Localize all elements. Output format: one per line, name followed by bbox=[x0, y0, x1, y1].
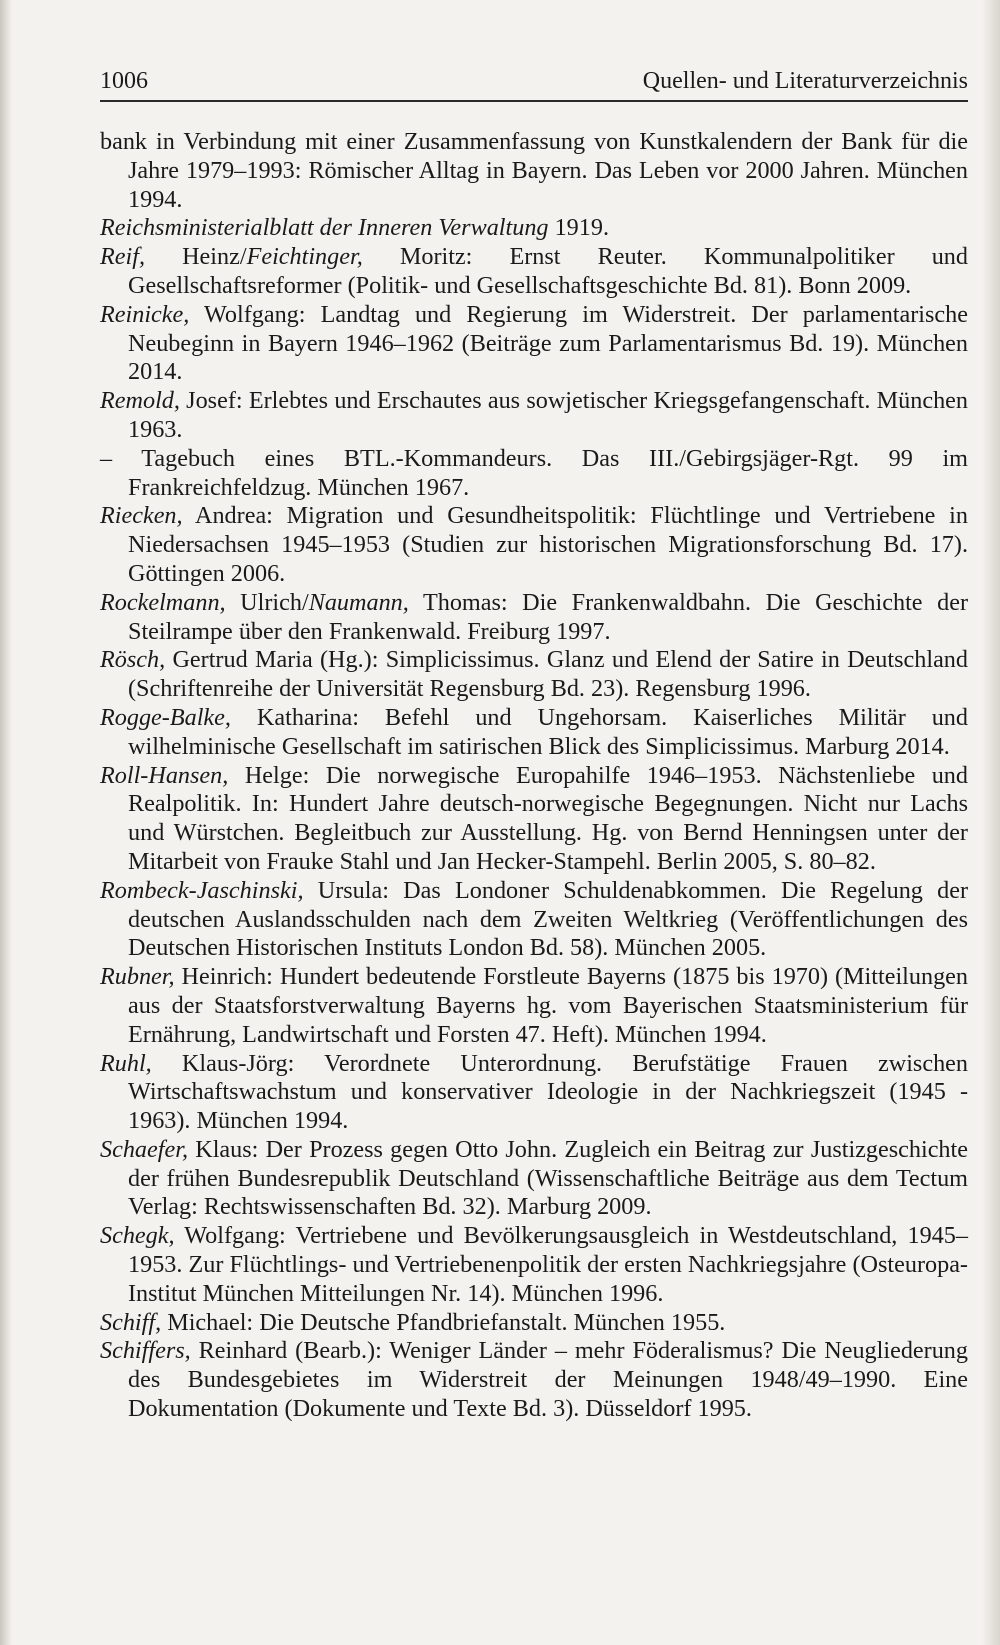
bibliography-entry bbox=[100, 1136, 968, 1222]
entry-text: Ursula: Das Londoner Schuldenabkommen. Die Regelung der deutschen Auslandsschulden nach dem Zweiten Weltkrieg (Veröffentlichungen des Deutschen Historischen Instituts London Bd. 58). München 2005. bbox=[128, 876, 968, 962]
entry-author: Rösch, bbox=[100, 646, 166, 674]
entry-author: Schiff, bbox=[100, 1308, 162, 1336]
entry-text: Moritz: Ernst Reuter. Kommunalpolitiker und Gesellschaftsreformer (Politik- und Gesellschaftsgeschichte Bd. 81). Bonn 2009. bbox=[128, 243, 968, 299]
entry-text: Ulrich/ bbox=[225, 588, 309, 616]
bibliography-list bbox=[100, 128, 968, 1424]
entry-text: Wolfgang: Landtag und Regierung im Widerstreit. Der parlamentarische Neubeginn in Bayern 1946–1962 (Beiträge zum Parlamentarismus Bd. 19). München 2014. bbox=[128, 300, 968, 386]
bibliography-entry bbox=[100, 445, 968, 503]
entry-coauthor: Naumann, bbox=[308, 588, 409, 616]
entry-text: Klaus: Der Prozess gegen Otto John. Zugleich ein Beitrag zur Justizgeschichte der frühen Bundesrepublik Deutschland (Wissenschaftliche Beiträge aus dem Tectum Verlag: Rechtswissenschaften Bd. 32). Marburg 2009. bbox=[128, 1135, 968, 1221]
entry-author: Rockelmann, bbox=[100, 588, 226, 616]
entry-author: Schaefer, bbox=[100, 1135, 188, 1163]
bibliography-entry bbox=[100, 243, 968, 301]
page-number: 1006 bbox=[100, 68, 148, 94]
entry-text: Michael: Die Deutsche Pfandbriefanstalt. München 1955. bbox=[161, 1308, 726, 1336]
bibliography-entry bbox=[100, 646, 968, 704]
entry-text: Andrea: Migration und Gesundheitspolitik: Flüchtlinge und Vertriebene in Niedersachsen 1945–1953 (Studien zur historischen Migrationsforschung Bd. 17). Göttingen 2006. bbox=[128, 502, 968, 587]
bibliography-entry bbox=[100, 1337, 968, 1423]
bibliography-entry bbox=[100, 1309, 968, 1338]
entry-author: Rubner, bbox=[100, 963, 175, 991]
entry-text: Heinrich: Hundert bedeutende Forstleute Bayerns (1875 bis 1970) (Mitteilungen aus der Staatsforstverwaltung Bayerns hg. vom Bayerischen Staatsministerium für Ernährung, Landwirtschaft und Forsten 47. Heft). München 1994. bbox=[128, 963, 968, 1048]
bibliography-entry bbox=[100, 762, 968, 877]
entry-dash: – bbox=[100, 444, 113, 472]
bibliography-entry bbox=[100, 387, 968, 445]
bibliography-entry bbox=[100, 214, 968, 243]
entry-author: Reinicke, bbox=[100, 300, 190, 328]
entry-text: Gertrud Maria (Hg.): Simplicissimus. Glanz und Elend der Satire in Deutschland (Schriftenreihe der Universität Regensburg Bd. 23). Regensburg 1996. bbox=[128, 646, 968, 703]
entry-text: Heinz/ bbox=[145, 243, 247, 271]
bibliography-entry bbox=[100, 1222, 968, 1308]
bibliography-entry bbox=[100, 704, 968, 762]
bibliography-entry bbox=[100, 877, 968, 963]
bibliography-entry bbox=[100, 963, 968, 1049]
page-edge-shadow bbox=[982, 0, 1000, 1645]
running-header bbox=[100, 62, 968, 102]
page-gutter-shadow bbox=[0, 0, 12, 1645]
bibliography-entry bbox=[100, 128, 968, 214]
entry-text: 1919. bbox=[548, 214, 609, 242]
entry-author: Remold, bbox=[100, 387, 180, 415]
entry-author: Schegk, bbox=[100, 1222, 175, 1250]
entry-text: Josef: Erlebtes und Erschautes aus sowjetischer Kriegsgefangenschaft. München 1963. bbox=[128, 387, 968, 443]
entry-text: Helge: Die norwegische Europahilfe 1946–1953. Nächstenliebe und Realpolitik. In: Hundert Jahre deutsch-norwegische Begegnungen. Nicht nur Lachs und Würstchen. Begleitbuch zur Ausstellung. Hg. von Bernd Henningsen unter der Mitarbeit von Frauke Stahl und Jan Hecker-Stampehl. Berlin 2005, S. 80–82. bbox=[128, 761, 968, 875]
entry-author: Reif, bbox=[100, 243, 145, 271]
entry-text: Thomas: Die Frankenwaldbahn. Die Geschichte der Steilrampe über den Frankenwald. Freiburg 1997. bbox=[128, 588, 968, 645]
entry-author: Roll-Hansen, bbox=[100, 761, 229, 789]
entry-author: Riecken, bbox=[100, 502, 183, 530]
entry-text: Tagebuch eines BTL.-Kommandeurs. Das III./Gebirgsjäger-Rgt. 99 im Frankreichfeldzug. München 1967. bbox=[112, 444, 968, 501]
entry-text: Klaus-Jörg: Verordnete Unterordnung. Berufstätige Frauen zwischen Wirtschaftswachstum und konservativer Ideologie in der Nachkriegszeit (1945 - 1963). München 1994. bbox=[128, 1049, 968, 1135]
bibliography-entry bbox=[100, 1050, 968, 1136]
entry-text: Wolfgang: Vertriebene und Bevölkerungsausgleich in Westdeutschland, 1945–1953. Zur Flüchtlings- und Vertriebenenpolitik der ersten Nachkriegsjahre (Osteuropa-Institut München Mitteilungen Nr. 14). München 1996. bbox=[128, 1222, 968, 1307]
entry-text: Reinhard (Bearb.): Weniger Länder – mehr Föderalismus? Die Neugliederung des Bundesgebietes im Widerstreit der Meinungen 1948/49–1990. Eine Dokumentation (Dokumente und Texte Bd. 3). Düsseldorf 1995. bbox=[128, 1337, 968, 1423]
entry-coauthor: Feichtinger, bbox=[246, 243, 363, 271]
bibliography-entry bbox=[100, 589, 968, 647]
entry-text: Katharina: Befehl und Ungehorsam. Kaiserliches Militär und wilhelminische Gesellschaft im satirischen Blick des Simplicissimus. Marburg 2014. bbox=[128, 703, 968, 760]
entry-author: Ruhl, bbox=[100, 1049, 152, 1077]
running-title: Quellen- und Literaturverzeichnis bbox=[642, 68, 968, 94]
entry-italic-title: Reichsministerialblatt der Inneren Verwaltung bbox=[100, 214, 549, 242]
entry-author: Rombeck-Jaschinski, bbox=[100, 876, 304, 904]
bibliography-entry bbox=[100, 502, 968, 588]
entry-text: bank in Verbindung mit einer Zusammenfassung von Kunstkalendern der Bank für die Jahre 1979–1993: Römischer Alltag in Bayern. Das Leben vor 2000 Jahren. München 1994. bbox=[100, 128, 968, 213]
bibliography-entry bbox=[100, 301, 968, 387]
entry-author: Schiffers, bbox=[100, 1337, 191, 1365]
entry-author: Rogge-Balke, bbox=[100, 703, 231, 731]
